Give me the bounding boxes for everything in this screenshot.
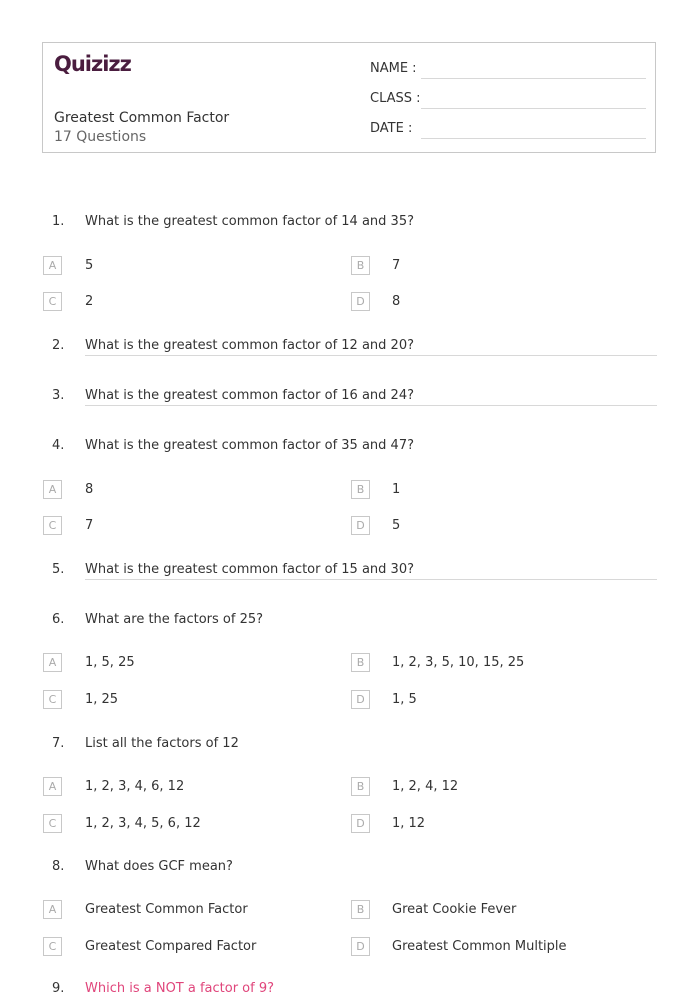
question-number: 3. bbox=[52, 388, 65, 403]
quizizz-logo: Quizizz bbox=[54, 52, 131, 76]
question-text: What does GCF mean? bbox=[85, 859, 233, 874]
question-number: 7. bbox=[52, 736, 65, 751]
option-b-text: 1, 2, 3, 5, 10, 15, 25 bbox=[392, 655, 525, 670]
worksheet-header bbox=[42, 42, 656, 153]
option-c-box[interactable]: C bbox=[43, 814, 62, 833]
option-b-text: Great Cookie Fever bbox=[392, 902, 517, 917]
question-count: 17 Questions bbox=[54, 129, 147, 145]
question-number: 5. bbox=[52, 562, 65, 577]
option-b-box[interactable]: B bbox=[351, 777, 370, 796]
answer-line[interactable] bbox=[85, 355, 657, 356]
answer-line[interactable] bbox=[85, 405, 657, 406]
option-d-text: 8 bbox=[392, 294, 401, 309]
question-number: 9. bbox=[52, 981, 65, 996]
option-d-text: 1, 12 bbox=[392, 816, 426, 831]
worksheet-title: Greatest Common Factor bbox=[54, 110, 230, 126]
option-c-text: 1, 25 bbox=[85, 692, 119, 707]
option-a-text: Greatest Common Factor bbox=[85, 902, 248, 917]
option-d-box[interactable]: D bbox=[351, 292, 370, 311]
class-field[interactable] bbox=[421, 108, 646, 109]
option-a-box[interactable]: A bbox=[43, 256, 62, 275]
date-label: DATE : bbox=[370, 121, 413, 136]
question-text: What are the factors of 25? bbox=[85, 612, 264, 627]
option-c-box[interactable]: C bbox=[43, 937, 62, 956]
option-a-box[interactable]: A bbox=[43, 900, 62, 919]
option-d-text: 5 bbox=[392, 518, 401, 533]
option-b-text: 1 bbox=[392, 482, 401, 497]
date-field[interactable] bbox=[421, 138, 646, 139]
question-text: What is the greatest common factor of 16 and 24? bbox=[85, 388, 414, 403]
question-text: What is the greatest common factor of 35 and 47? bbox=[85, 438, 414, 453]
option-b-box[interactable]: B bbox=[351, 480, 370, 499]
option-c-text: 2 bbox=[85, 294, 94, 309]
name-field[interactable] bbox=[421, 78, 646, 79]
option-b-box[interactable]: B bbox=[351, 653, 370, 672]
option-d-box[interactable]: D bbox=[351, 937, 370, 956]
option-d-box[interactable]: D bbox=[351, 814, 370, 833]
option-c-box[interactable]: C bbox=[43, 690, 62, 709]
option-a-text: 1, 5, 25 bbox=[85, 655, 135, 670]
option-a-text: 8 bbox=[85, 482, 94, 497]
option-c-text: Greatest Compared Factor bbox=[85, 939, 257, 954]
question-number: 4. bbox=[52, 438, 65, 453]
option-a-box[interactable]: A bbox=[43, 480, 62, 499]
option-d-text: Greatest Common Multiple bbox=[392, 939, 567, 954]
question-number: 2. bbox=[52, 338, 65, 353]
option-c-box[interactable]: C bbox=[43, 516, 62, 535]
option-a-text: 5 bbox=[85, 258, 94, 273]
option-c-box[interactable]: C bbox=[43, 292, 62, 311]
option-c-text: 7 bbox=[85, 518, 94, 533]
option-c-text: 1, 2, 3, 4, 5, 6, 12 bbox=[85, 816, 201, 831]
answer-line[interactable] bbox=[85, 579, 657, 580]
question-text: What is the greatest common factor of 12 and 20? bbox=[85, 338, 414, 353]
question-text: List all the factors of 12 bbox=[85, 736, 239, 751]
question-text: What is the greatest common factor of 15 and 30? bbox=[85, 562, 414, 577]
name-label: NAME : bbox=[370, 61, 417, 76]
option-a-text: 1, 2, 3, 4, 6, 12 bbox=[85, 779, 185, 794]
option-a-box[interactable]: A bbox=[43, 777, 62, 796]
option-d-box[interactable]: D bbox=[351, 690, 370, 709]
option-d-text: 1, 5 bbox=[392, 692, 417, 707]
question-text: Which is a NOT a factor of 9? bbox=[85, 981, 275, 996]
question-number: 8. bbox=[52, 859, 65, 874]
class-label: CLASS : bbox=[370, 91, 421, 106]
option-b-text: 7 bbox=[392, 258, 401, 273]
option-b-box[interactable]: B bbox=[351, 900, 370, 919]
question-number: 1. bbox=[52, 214, 65, 229]
option-a-box[interactable]: A bbox=[43, 653, 62, 672]
option-d-box[interactable]: D bbox=[351, 516, 370, 535]
option-b-box[interactable]: B bbox=[351, 256, 370, 275]
question-text: What is the greatest common factor of 14 and 35? bbox=[85, 214, 414, 229]
question-number: 6. bbox=[52, 612, 65, 627]
option-b-text: 1, 2, 4, 12 bbox=[392, 779, 459, 794]
